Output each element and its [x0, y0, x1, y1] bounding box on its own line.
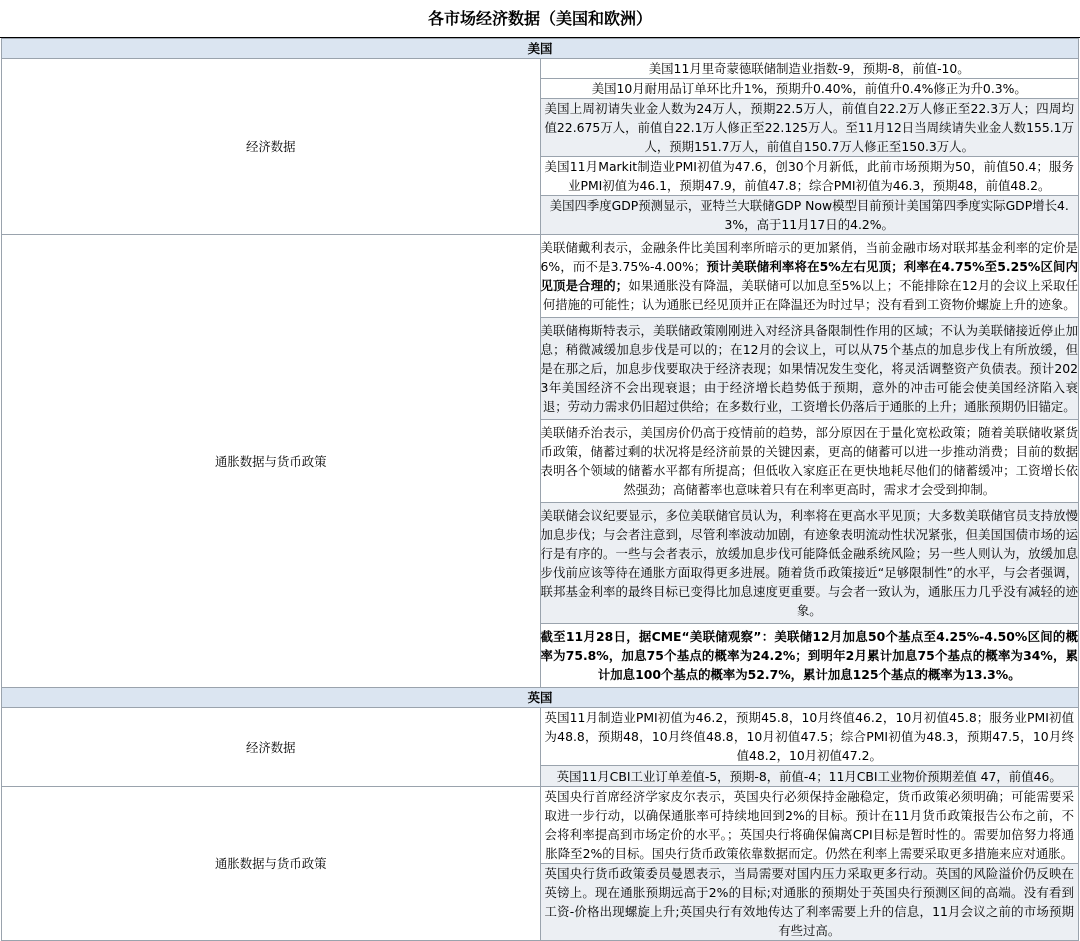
table-row — [2, 235, 1079, 318]
category-label: 通胀数据与货币政策 — [2, 787, 541, 941]
table-row — [2, 59, 1079, 79]
table-cell: 美联储乔治表示，美国房价仍高于疫情前的趋势，部分原因在于量化宽松政策；随着美联储收紧货币政策，储蓄过剩的状况将是经济前景的关键因素，更高的储蓄可以进一步推动消费；目前的数据表明各个领域的储蓄水平都有所提高；但低收入家庭正在更快地耗尽他们的储蓄缓冲；工资增长依然强劲；高储蓄率也意味着只有在利率更高时，需求才会受到抑制。 — [540, 420, 1079, 503]
table-cell — [540, 235, 1079, 318]
text-span: 如果通胀没有降温，美联储可以加息至5%以上；不能排除在12月的会议上采取任何措施的可能性；认为通胀已经见顶并正在降温还为时过早；没有看到工资物价螺旋上升的迹象。 — [542, 278, 1078, 312]
section-row-us — [2, 39, 1079, 59]
table-cell: 英国央行货币政策委员曼恩表示，当局需要对国内压力采取更多行动。英国的风险溢价仍反映在英镑上。现在通胀预期远高于2%的目标;对通胀的预期处于英国央行预测区间的高端。没有看到工资-价格出现螺旋上升;英国央行有效地传达了利率需要上升的信息，11月会议之前的市场预期有些过高。 — [540, 864, 1079, 941]
category-label: 经济数据 — [2, 59, 541, 235]
table-cell: 美国上周初请失业金人数为24万人，预期22.5万人，前值自22.2万人修正至22.3万人；四周均值22.675万人，前值自22.1万人修正至22.125万人。至11月12日当周续请失业金人数155.1万人，预期151.7万人，前值自150.7万人修正至150.3万人。 — [540, 99, 1079, 157]
section-row-uk — [2, 688, 1079, 708]
category-label: 经济数据 — [2, 708, 541, 787]
highlight-text: 预计美联储利率将在5%左右见顶；利率在4.75%至5.25%区间内见顶是合理的； — [540, 259, 1078, 293]
table-cell: 美国11月Markit制造业PMI初值为47.6，创30个月新低，此前市场预期为50，前值50.4；服务业PMI初值为46.1，预期47.9，前值47.8；综合PMI初值为46.3，预期48，前值48.2。 — [540, 157, 1079, 196]
table-row — [2, 787, 1079, 864]
section-title-us: 美国 — [2, 39, 1079, 59]
table-cell: 美联储梅斯特表示，美联储政策刚刚进入对经济具备限制性作用的区域；不认为美联储接近停止加息；稍微减缓加息步伐是可以的；在12月的会议上，可以从75个基点的加息步伐上有所放缓，但是在那之后，加息步伐要取决于经济表现；如果情况发生变化，将灵活调整资产负债表。预计2023年美国经济不会出现衰退；由于经济增长趋势低于预期，意外的冲击可能会使美国经济陷入衰退；劳动力需求仍旧超过供给；在多数行业，工资增长仍落后于通胀的上升；通胀预期仍旧锚定。 — [540, 318, 1079, 420]
table-cell: 美国11月里奇蒙德联储制造业指数-9，预期-8，前值-10。 — [540, 59, 1079, 79]
table-cell: 英国11月制造业PMI初值为46.2，预期45.8，10月终值46.2，10月初值45.8；服务业PMI初值为48.8，预期48，10月终值48.8，10月初值47.5；综合PMI初值为48.3，预期47.5，10月终值48.2，10月初值47.2。 — [540, 708, 1079, 766]
text-span: 美联储戴利表示，金融条件比美国利率所暗示的更加紧俏，当前金融市场对联邦基金利率的定价是6%，而不是3.75%-4.00%； — [540, 240, 1078, 274]
market-data-table — [1, 38, 1079, 941]
table-row — [2, 708, 1079, 766]
table-cell: 英国11月CBI工业订单差值-5，预期-8，前值-4；11月CBI工业物价预期差值 47，前值46。 — [540, 766, 1079, 787]
category-label: 通胀数据与货币政策 — [2, 235, 541, 688]
table-cell: 截至11月28日，据CME“美联储观察”：美联储12月加息50个基点至4.25%-4.50%区间的概率为75.8%，加息75个基点的概率为24.2%；到明年2月累计加息75个基点的概率为34%，累计加息100个基点的概率为52.7%，累计加息125个基点的概率为13.3%。 — [540, 624, 1079, 688]
table-cell: 美国10月耐用品订单环比升1%，预期升0.40%，前值升0.4%修正为升0.3%。 — [540, 79, 1079, 99]
table-cell: 美联储会议纪要显示，多位美联储官员认为，利率将在更高水平见顶；大多数美联储官员支持放慢加息步伐；与会者注意到，尽管利率波动加剧，有迹象表明流动性状况紧张，但美国国债市场的运行是有序的。一些与会者表示，放缓加息步伐可能降低金融系统风险；另一些人则认为，放缓加息步伐前应该等待在通胀方面取得更多进展。随着货币政策接近“足够限制性”的水平，与会者强调，联邦基金利率的最终目标已变得比加息速度更重要。与会者一致认为，通胀压力几乎没有减轻的迹象。 — [540, 503, 1079, 624]
page-title: 各市场经济数据（美国和欧洲） — [0, 0, 1080, 38]
table-cell: 英国央行首席经济学家皮尔表示，英国央行必须保持金融稳定，货币政策必须明确；可能需要采取进一步行动，以确保通胀率可持续地回到2%的目标。预计在11月货币政策报告公布之前，不会将利率提高到市场定价的水平。；英国央行将确保偏离CPI目标是暂时性的。需要加倍努力将通胀降至2%的目标。国央行货币政策依靠数据而定。仍然在利率上需要采取更多措施来应对通胀。 — [540, 787, 1079, 864]
table-cell: 美国四季度GDP预测显示，亚特兰大联储GDP Now模型目前预计美国第四季度实际GDP增长4.3%，高于11月17日的4.2%。 — [540, 196, 1079, 235]
section-title-uk: 英国 — [2, 688, 1079, 708]
